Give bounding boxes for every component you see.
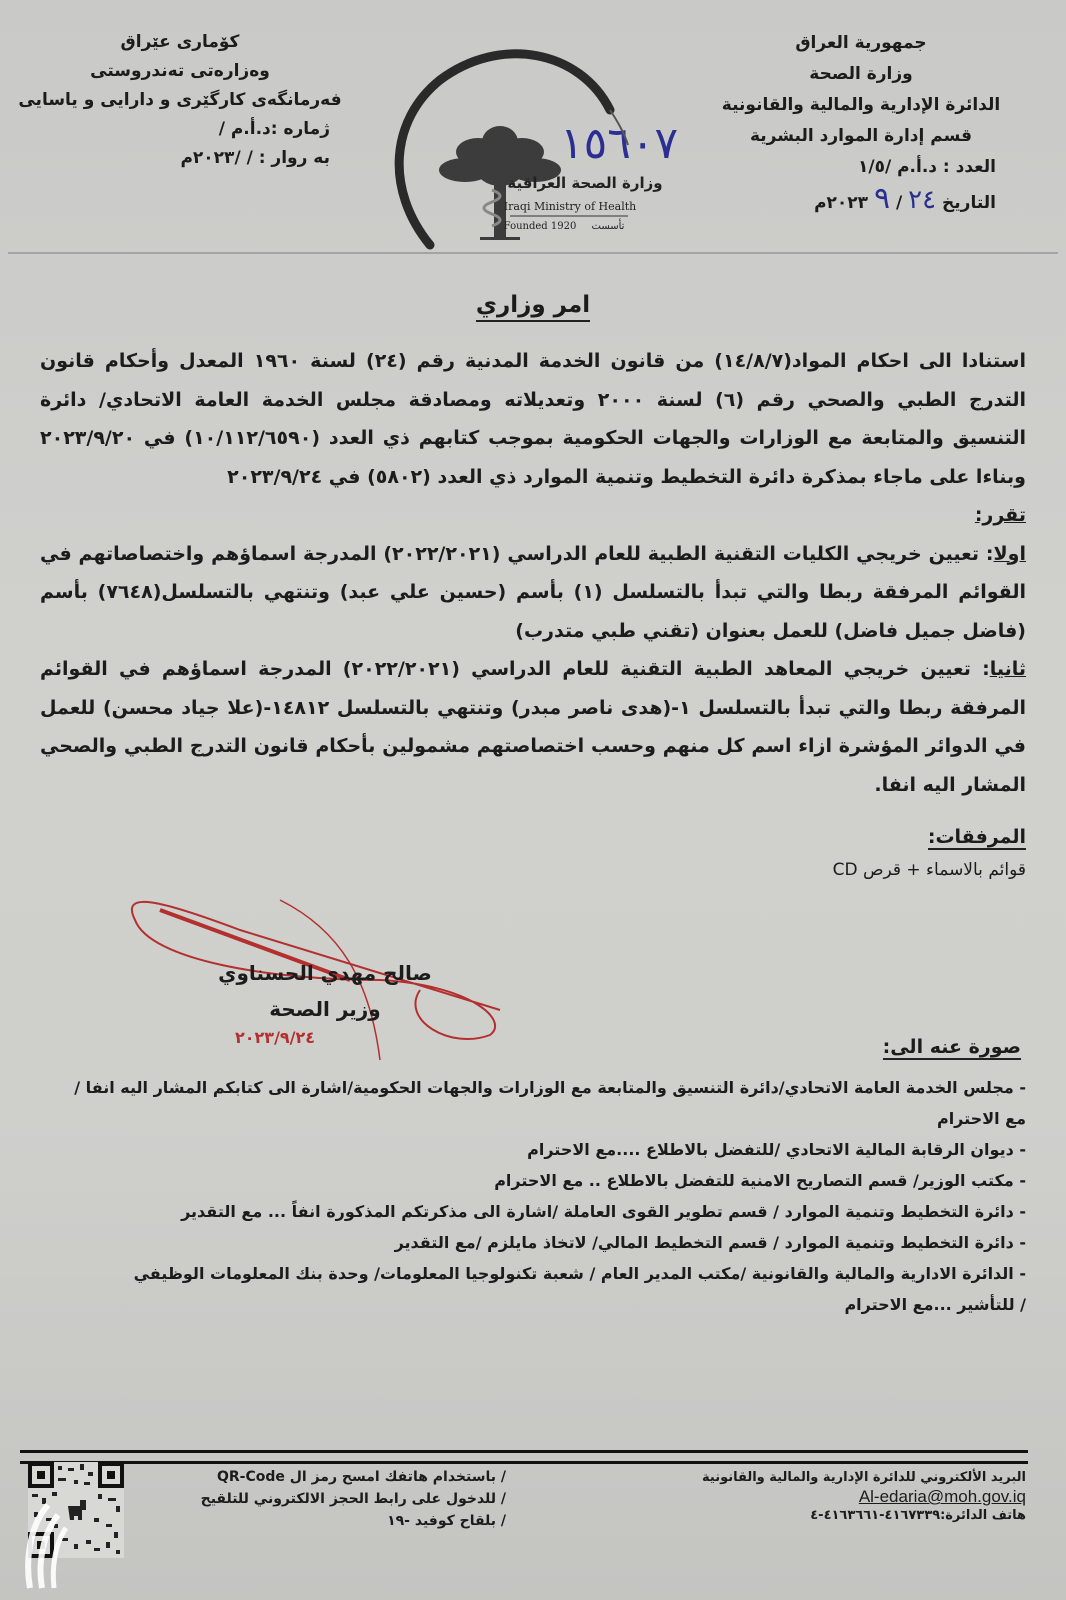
cc-heading: صورة عنه الى: xyxy=(882,1036,1021,1058)
logo-arabic-name: وزارة الصحة العراقية xyxy=(507,174,663,192)
header-kurdish xyxy=(10,28,350,173)
cc-item: - مجلس الخدمة العامة الاتحادي/دائرة التنسيق والمتابعة مع الوزارات والجهات الحكومية/اشارة الى كتابكم المشار اليه انفا / xyxy=(74,1078,1026,1097)
first-clause xyxy=(40,535,1026,651)
decision-label: تقرر: xyxy=(974,504,1026,526)
cc-item: - دائرة التخطيط وتنمية الموارد / قسم التخطيط المالي/ لاتخاذ مايلزم /مع التقدير xyxy=(394,1233,1026,1252)
cc-item: مع الاحترام xyxy=(936,1109,1026,1128)
header-date-year: ٢٠٢٣م xyxy=(814,193,869,213)
signatory-title: وزير الصحة xyxy=(269,997,381,1021)
document-body xyxy=(40,342,1026,804)
document-title xyxy=(0,292,1066,318)
document-title-text: امر وزاري xyxy=(476,292,590,322)
footer-email-label: البريد الألكتروني للدائرة الإدارية والمالية والقانونية xyxy=(702,1470,1026,1485)
cc-item: / للتأشير ...مع الاحترام xyxy=(844,1295,1026,1314)
ministry-logo xyxy=(380,40,740,250)
header-arabic xyxy=(696,28,1026,219)
header-kurdish-country: كۆماری عێراق xyxy=(120,32,240,52)
logo-founded-year: Founded 1920 xyxy=(503,221,577,232)
header-divider xyxy=(8,252,1058,254)
second-clause-label: ثانيا xyxy=(989,658,1026,680)
cc-item: - دائرة التخطيط وتنمية الموارد / قسم تطوير القوى العاملة /اشارة الى مذكرتكم المذكورة انفاً ... مع التقدير xyxy=(181,1202,1026,1221)
footer-contact xyxy=(702,1468,1026,1525)
attachments-text: قوائم بالاسماء + قرص CD xyxy=(832,860,1026,880)
attachments-heading: المرفقات: xyxy=(927,826,1026,848)
signatory-block xyxy=(200,955,450,1027)
second-clause-text: : تعيين خريجي المعاهد الطبية التقنية للعام الدراسي (٢٠٢٢/٢٠٢١) المدرجة اسماؤهم في القوائم المرفقة ربطا والتي تبدأ بالتسلسل ١-(هدى ناصر مبدر) وتنتهي بالتسلسل ١٤٨١٢-(علا جياد محسن) للعمل في الدوائر المؤشرة ازاء اسم كل منهم وحسب اختصاصتهم مشمولين بأحكام قانون التدرج الطبي والصحي المشار اليه انفا. xyxy=(40,658,1026,796)
handwritten-date-day: ٢٤ xyxy=(908,185,937,215)
header-country: جمهورية العراق xyxy=(795,33,927,53)
preamble-paragraph: استنادا الى احكام المواد(١٤/٨/٧) من قانون الخدمة المدنية رقم (٢٤) لسنة ١٩٦٠ المعدل وأحكام قانون التدرج الطبي والصحي رقم (٦) لسنة ٢٠٠٠ وتعديلاته ومصادقة مجلس الخدمة العامة الاتحادي/ دائرة التنسيق والمتابعة مع الوزارات والجهات الحكومية بموجب كتابهم ذي العدد (١٠/١١٢/٦٥٩٠) في ٢٠٢٣/٩/٢٠ وبناءا على ماجاء بمذكرة دائرة التخطيط وتنمية الموارد ذي العدد (٥٨٠٢) في ٢٠٢٣/٩/٢٤ xyxy=(40,350,1026,488)
qr-instruction-2: / للدخول على رابط الحجز الالكتروني للتلقيح xyxy=(200,1491,506,1507)
cc-item: - مكتب الوزير/ قسم التصاريح الامنية للتفضل بالاطلاع .. مع الاحترام xyxy=(494,1171,1026,1190)
header-kurdish-reference: ژمارە :د.أ.م / xyxy=(218,119,330,139)
footer-email-link[interactable]: Al-edaria@moh.gov.iq xyxy=(858,1487,1026,1506)
cc-list xyxy=(40,1072,1026,1320)
cc-item: - الدائرة الادارية والمالية والقانونية /مكتب المدير العام / شعبة تكنولوجيا المعلومات/ وحدة بنك المعلومات الوظيفي xyxy=(133,1264,1026,1283)
header-date: التاريخ ٢٤ / ٩ ٢٠٢٣م xyxy=(814,181,996,216)
cc-item: - ديوان الرقابة المالية الاتحادي /للتفضل بالاطلاع ....مع الاحترام xyxy=(527,1140,1026,1159)
logo-founded-arabic: تأسست xyxy=(591,221,625,232)
header-kurdish-directorate: فەرمانگەی کارگێری و دارایی و یاسایی xyxy=(18,90,342,110)
qr-instruction-3: / بلقاح كوفيد -١٩ xyxy=(387,1513,506,1529)
first-clause-text: : تعيين خريجي الكليات التقنية الطبية للعام الدراسي (٢٠٢٢/٢٠٢١) المدرجة اسماؤهم واختصاصاتهم في القوائم المرفقة ربطا والتي تبدأ بالتسلسل (١) بأسم (حسين علي عبد) وتنتهي بالتسلسل(٧٦٤٨) بأسم (فاضل جميل فاضل) للعمل بعنوان (تقني طبي متدرب) xyxy=(40,542,1026,642)
handwritten-document-number: ١٥٦٠٧ xyxy=(560,118,679,169)
logo-emblem-icon xyxy=(380,40,740,250)
header-kurdish-date: بە روار : / /٢٠٢٣م xyxy=(180,148,330,168)
header-date-label: التاريخ xyxy=(942,193,996,213)
header-reference-number: العدد : د.أ.م /١/٥ xyxy=(857,157,996,177)
watermark-logo-icon xyxy=(20,1500,70,1590)
logo-english-name: Iraqi Ministry of Health xyxy=(503,200,637,213)
first-clause-label: اولا xyxy=(993,542,1026,565)
handwritten-date-month: ٩ xyxy=(873,181,891,216)
header-directorate: الدائرة الإدارية والمالية والقانونية xyxy=(721,95,1001,115)
header-department: قسم إدارة الموارد البشرية xyxy=(749,126,973,146)
header-ministry: وزارة الصحة xyxy=(809,64,913,84)
signature-date: ٢٠٢٣/٩/٢٤ xyxy=(235,1028,316,1047)
header-kurdish-ministry: وەزارەتی تەندروستی xyxy=(90,61,270,81)
footer-phone: هاتف الدائرة:٤١٦٧٣٣٩-٤١٦٣٦٦١-٤ xyxy=(810,1508,1026,1523)
qr-instruction-1: / باستخدام هاتفك امسح رمز ال QR-Code xyxy=(216,1469,506,1485)
footer-qr-instructions xyxy=(201,1466,506,1532)
second-clause xyxy=(40,650,1026,804)
signatory-name: صالح مهدي الحسناوي xyxy=(218,961,432,985)
footer-divider xyxy=(20,1450,1028,1464)
